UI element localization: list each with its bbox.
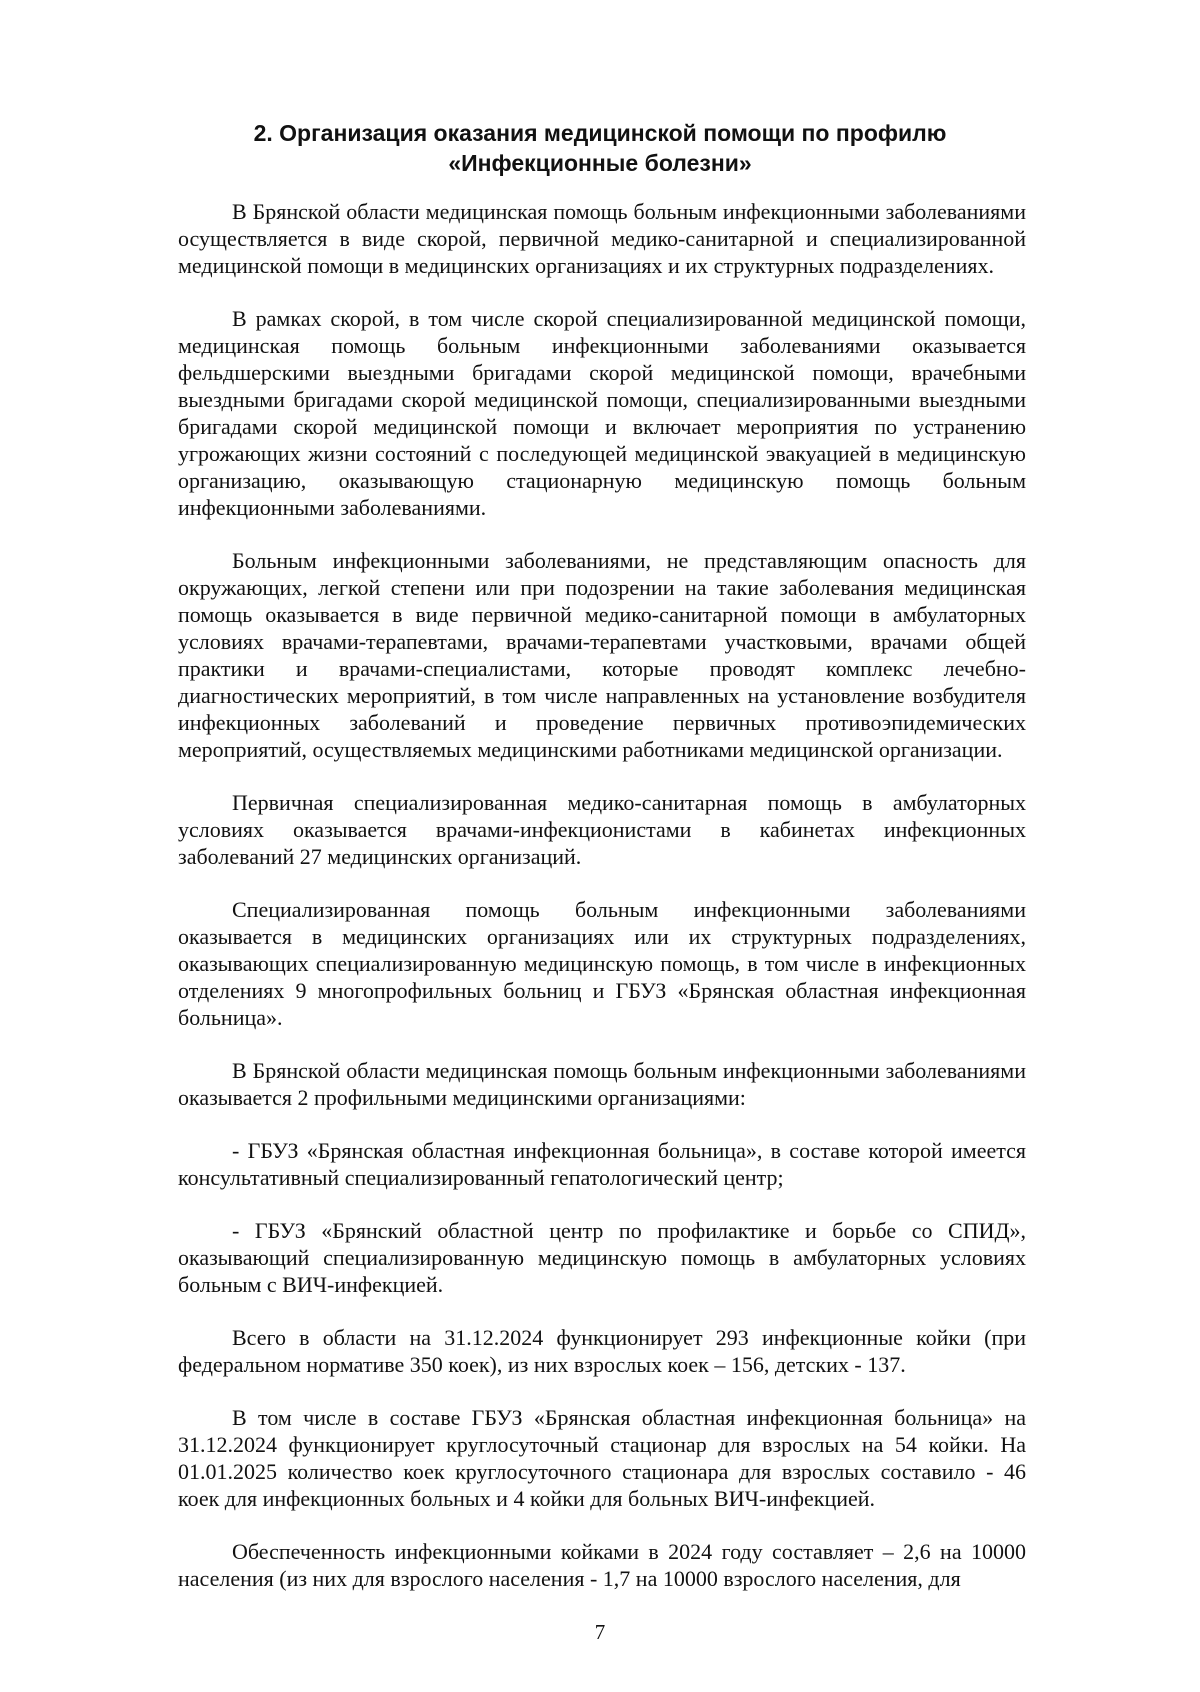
list-item-aids-center: - ГБУЗ «Брянский областной центр по профилактике и борьбе со СПИД», оказывающий специализированную медицинскую помощь в амбулаторных условиях больным с ВИЧ-инфекцией. [178,1218,1026,1297]
list-item-infectious-hospital: - ГБУЗ «Брянская областная инфекционная больница», в составе которой имеется консультативный специализированный гепатологический центр; [178,1138,1026,1190]
paragraph-emergency-forms: В Брянской области медицинская помощь больным инфекционными заболеваниями осуществляется в виде скорой, первичной медико-санитарной и специализированной медицинской помощи в медицинских организациях и их структурных подразделениях. [178,199,1026,278]
section-heading-line-2: «Инфекционные болезни» [448,150,752,176]
section-heading [180,118,1020,178]
paragraph-ambulance-teams: В рамках скорой, в том числе скорой специализированной медицинской помощи, медицинская помощь больным инфекционными заболеваниями оказывается фельдшерскими выездными бригадами скорой медицинской помощи, врачебными выездными бригадами скорой медицинской помощи, специализированными выездными бригадами скорой медицинской помощи и включает мероприятия по устранению угрожающих жизни состояний с последующей медицинской эвакуацией в медицинскую организацию, оказывающую стационарную медицинскую помощь больным инфекционными заболеваниями. [178,306,1026,520]
page-number: 7 [594,1620,606,1644]
paragraph-specialized-primary-care: Первичная специализированная медико-санитарная помощь в амбулаторных условиях оказывается врачами-инфекционистами в кабинетах инфекционных заболеваний 27 медицинских организаций. [178,790,1026,869]
document-body [178,198,1026,1618]
paragraph-profile-organizations: В Брянской области медицинская помощь больным инфекционными заболеваниями оказывается 2 профильными медицинскими организациями: [178,1058,1026,1110]
paragraph-specialized-care: Специализированная помощь больным инфекционными заболеваниями оказывается в медицинских организациях или их структурных подразделениях, оказывающих специализированную медицинскую помощь, в том числе в инфекционных отделениях 9 многопрофильных больниц и ГБУЗ «Брянская областная инфекционная больница». [178,897,1026,1030]
section-heading-line-1: 2. Организация оказания медицинской помощи по профилю [253,120,947,146]
paragraph-bed-provision: Обеспеченность инфекционными койками в 2024 году составляет – 2,6 на 10000 населения (из них для взрослого населения - 1,7 на 10000 взрослого населения, для [178,1539,1026,1591]
paragraph-hospital-beds: В том числе в составе ГБУЗ «Брянская областная инфекционная больница» на 31.12.2024 функционирует круглосуточный стационар для взрослых на 54 койки. На 01.01.2025 количество коек круглосуточного стационара для взрослых составило - 46 коек для инфекционных больных и 4 койки для больных ВИЧ-инфекцией. [178,1405,1026,1511]
paragraph-bed-count: Всего в области на 31.12.2024 функционирует 293 инфекционные койки (при федеральном нормативе 350 коек), из них взрослых коек – 156, детских - 137. [178,1325,1026,1377]
paragraph-primary-care: Больным инфекционными заболеваниями, не представляющим опасность для окружающих, легкой степени или при подозрении на такие заболевания медицинская помощь оказывается в виде первичной медико-санитарной помощи в амбулаторных условиях врачами-терапевтами, врачами-терапевтами участковыми, врачами общей практики и врачами-специалистами, которые проводят комплекс лечебно-диагностических мероприятий, в том числе направленных на установление возбудителя инфекционных заболеваний и проведение первичных противоэпидемических мероприятий, осуществляемых медицинскими работниками медицинской организации. [178,548,1026,762]
